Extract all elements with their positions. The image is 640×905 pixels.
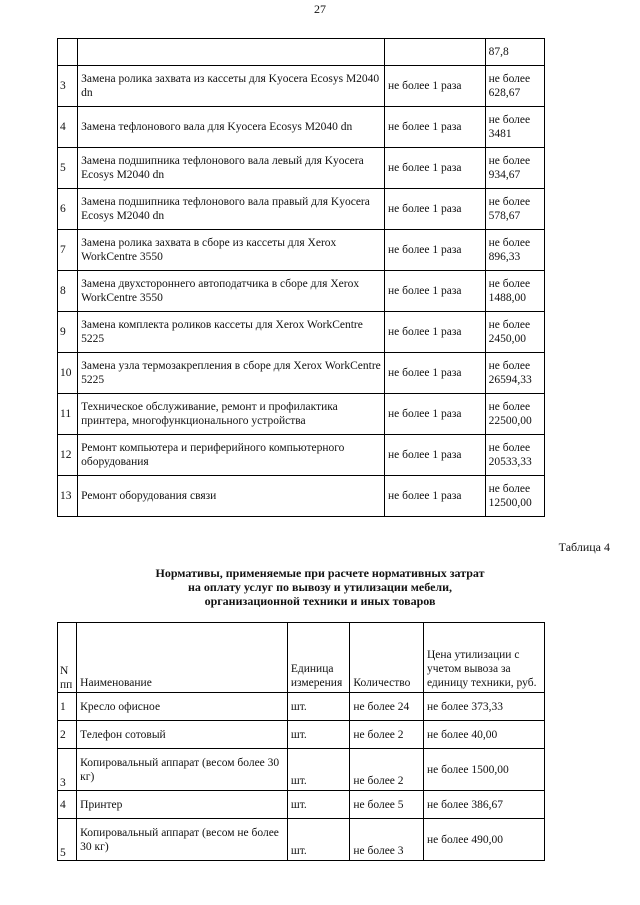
service-name: Замена двухстороннего автоподатчика в сборе для Xerox WorkCentre 3550	[78, 271, 385, 312]
table-row	[58, 791, 545, 819]
table-row	[58, 107, 545, 148]
price: не более 12500,00	[485, 476, 544, 517]
price: 87,8	[485, 39, 544, 66]
frequency: не более 1 раза	[384, 312, 485, 353]
table-row	[58, 749, 545, 791]
row-number: 5	[58, 819, 77, 861]
service-name	[78, 39, 385, 66]
item-unit: шт.	[287, 721, 350, 749]
page-number: 27	[314, 2, 326, 16]
item-unit: шт.	[287, 819, 350, 861]
row-number: 2	[58, 721, 77, 749]
row-number: 4	[58, 791, 77, 819]
row-number: 8	[58, 271, 78, 312]
item-unit: шт.	[287, 749, 350, 791]
disposal-table	[57, 622, 545, 861]
item-unit: шт.	[287, 693, 350, 721]
service-name: Замена узла термозакрепления в сборе для Xerox WorkCentre 5225	[78, 353, 385, 394]
table-row	[58, 189, 545, 230]
item-quantity: не более 3	[350, 819, 424, 861]
row-number: 5	[58, 148, 78, 189]
service-name: Техническое обслуживание, ремонт и профилактика принтера, многофункционального устройства	[78, 394, 385, 435]
frequency: не более 1 раза	[384, 148, 485, 189]
service-name: Замена комплекта роликов кассеты для Xerox WorkCentre 5225	[78, 312, 385, 353]
price: не более 578,67	[485, 189, 544, 230]
table-row	[58, 819, 545, 861]
item-quantity: не более 24	[350, 693, 424, 721]
table-title-line: на оплату услуг по вывозу и утилизации мебели,	[187, 580, 453, 594]
table-row	[58, 312, 545, 353]
frequency	[384, 39, 485, 66]
service-name: Замена ролика захвата из кассеты для Kyocera Ecosys M2040 dn	[78, 66, 385, 107]
table-row	[58, 271, 545, 312]
header-price: Цена утилизации с учетом вывоза за единицу техники, руб.	[423, 623, 544, 693]
item-price: не более 373,33	[423, 693, 544, 721]
frequency: не более 1 раза	[384, 230, 485, 271]
table-row	[58, 230, 545, 271]
row-number: 11	[58, 394, 78, 435]
item-quantity: не более 2	[350, 721, 424, 749]
row-number: 12	[58, 435, 78, 476]
frequency: не более 1 раза	[384, 107, 485, 148]
row-number: 6	[58, 189, 78, 230]
item-price: не более 490,00	[423, 819, 544, 861]
service-name: Замена ролика захвата в сборе из кассеты для Xerox WorkCentre 3550	[78, 230, 385, 271]
price: не более 20533,33	[485, 435, 544, 476]
frequency: не более 1 раза	[384, 271, 485, 312]
service-name: Ремонт компьютера и периферийного компьютерного оборудования	[78, 435, 385, 476]
item-name: Кресло офисное	[77, 693, 288, 721]
price: не более 2450,00	[485, 312, 544, 353]
table-row	[58, 148, 545, 189]
price: не более 628,67	[485, 66, 544, 107]
table-row	[58, 39, 545, 66]
frequency: не более 1 раза	[384, 435, 485, 476]
service-name: Замена тефлонового вала для Kyocera Ecosys M2040 dn	[78, 107, 385, 148]
service-name: Замена подшипника тефлонового вала левый для Kyocera Ecosys M2040 dn	[78, 148, 385, 189]
row-number: 7	[58, 230, 78, 271]
price: не более 934,67	[485, 148, 544, 189]
table-row	[58, 721, 545, 749]
row-number: 9	[58, 312, 78, 353]
table-row	[58, 394, 545, 435]
frequency: не более 1 раза	[384, 476, 485, 517]
row-number: 3	[58, 66, 78, 107]
item-name: Принтер	[77, 791, 288, 819]
header-unit: Единица измерения	[287, 623, 350, 693]
service-name: Ремонт оборудования связи	[78, 476, 385, 517]
price: не более 1488,00	[485, 271, 544, 312]
price: не более 26594,33	[485, 353, 544, 394]
item-unit: шт.	[287, 791, 350, 819]
item-quantity: не более 2	[350, 749, 424, 791]
row-number: 3	[58, 749, 77, 791]
table-caption: Таблица 4	[558, 540, 610, 554]
row-number	[58, 39, 78, 66]
frequency: не более 1 раза	[384, 394, 485, 435]
price: не более 22500,00	[485, 394, 544, 435]
item-quantity: не более 5	[350, 791, 424, 819]
frequency: не более 1 раза	[384, 189, 485, 230]
table-title-line: Нормативы, применяемые при расчете нормативных затрат	[155, 566, 485, 580]
row-number: 10	[58, 353, 78, 394]
table-row	[58, 693, 545, 721]
price: не более 3481	[485, 107, 544, 148]
service-name: Замена подшипника тефлонового вала правый для Kyocera Ecosys M2040 dn	[78, 189, 385, 230]
table-row	[58, 476, 545, 517]
item-name: Телефон сотовый	[77, 721, 288, 749]
row-number: 4	[58, 107, 78, 148]
row-number: 13	[58, 476, 78, 517]
item-name: Копировальный аппарат (весом более 30 кг)	[77, 749, 288, 791]
item-price: не более 386,67	[423, 791, 544, 819]
table-row	[58, 435, 545, 476]
table-row	[58, 66, 545, 107]
table-title	[0, 566, 640, 608]
table-header-row	[58, 623, 545, 693]
header-quantity: Количество	[350, 623, 424, 693]
table-title-line: организационной техники и иных товаров	[204, 594, 436, 608]
services-table	[57, 38, 545, 517]
row-number: 1	[58, 693, 77, 721]
frequency: не более 1 раза	[384, 353, 485, 394]
item-price: не более 40,00	[423, 721, 544, 749]
table-row	[58, 353, 545, 394]
header-name: Наименование	[77, 623, 288, 693]
item-name: Копировальный аппарат (весом не более 30 кг)	[77, 819, 288, 861]
price: не более 896,33	[485, 230, 544, 271]
frequency: не более 1 раза	[384, 66, 485, 107]
item-price: не более 1500,00	[423, 749, 544, 791]
header-number: N пп	[58, 623, 77, 693]
